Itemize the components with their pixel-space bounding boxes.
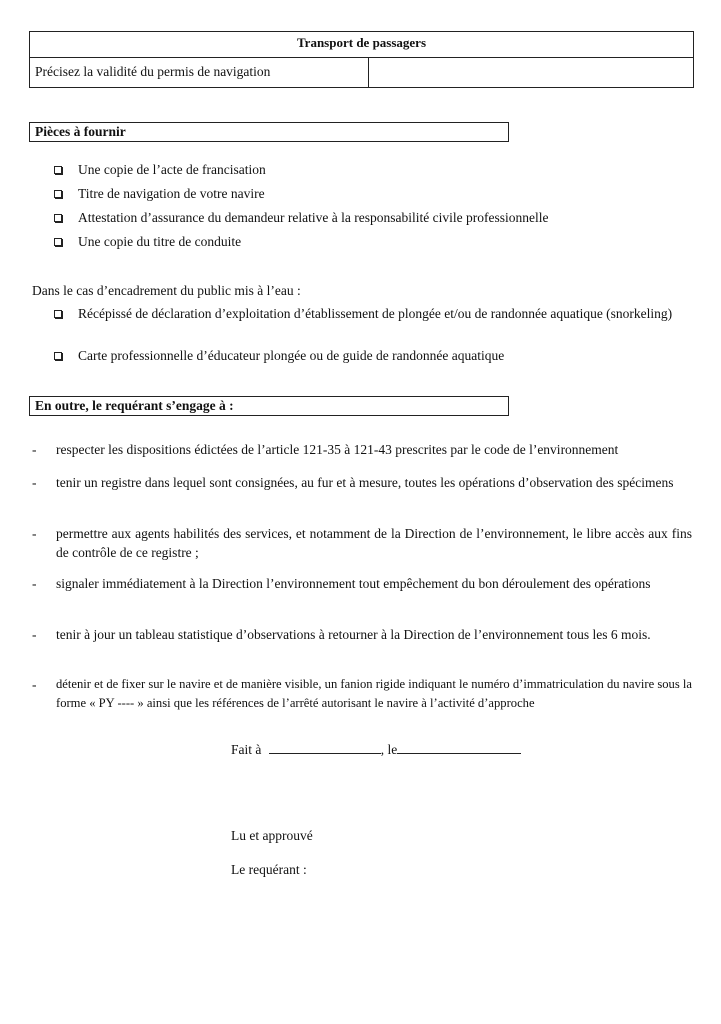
permit-validity-field[interactable] [364, 57, 693, 87]
table-header: Transport de passagers [30, 32, 693, 58]
pieces-section-title: Pièces à fournir [29, 122, 509, 142]
fait-a-label: Fait à [231, 742, 262, 757]
checkbox-bullet-icon [54, 238, 62, 246]
le-label: , le [380, 742, 398, 757]
passenger-transport-table [29, 31, 694, 88]
checkbox-bullet-icon [54, 166, 62, 174]
place-field[interactable] [269, 741, 381, 754]
checkbox-bullet-icon [54, 310, 62, 318]
place-date-line [231, 740, 521, 759]
read-approved-label: Lu et approuvé [231, 828, 313, 843]
engagement-section-title: En outre, le requérant s’engage à : [29, 396, 509, 416]
checkbox-bullet-icon [54, 214, 62, 222]
date-field[interactable] [397, 741, 521, 754]
checkbox-bullet-icon [54, 190, 62, 198]
public-intro-text: Dans le cas d’encadrement du public mis à l’eau : [32, 283, 301, 298]
applicant-label: Le requérant : [231, 862, 307, 877]
permit-validity-label: Précisez la validité du permis de navigation [30, 57, 369, 87]
checkbox-bullet-icon [54, 352, 62, 360]
